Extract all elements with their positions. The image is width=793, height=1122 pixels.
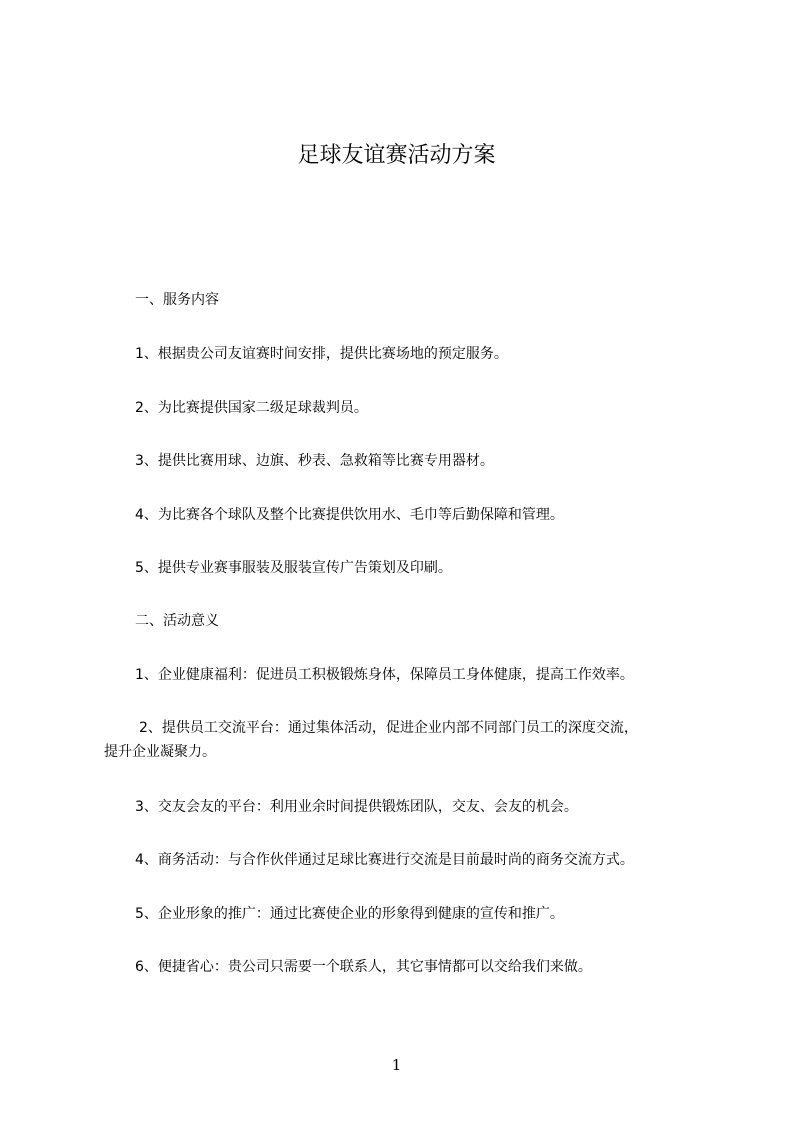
significance-item-6: 6、便捷省心：贵公司只需要一个联系人，其它事情都可以交给我们来做。 (135, 959, 592, 975)
significance-item-4: 4、商务活动：与合作伙伴通过足球比赛进行交流是目前最时尚的商务交流方式。 (135, 852, 634, 868)
service-item-3: 3、提供比赛用球、边旗、秒表、急救箱等比赛专用器材。 (135, 453, 494, 469)
service-item-2: 2、为比赛提供国家二级足球裁判员。 (135, 400, 368, 416)
significance-item-2-line-1: 2、提供员工交流平台：通过集体活动，促进企业内部不同部门员工的深度交流， (139, 720, 638, 736)
significance-item-1: 1、企业健康福利：促进员工积极锻炼身体，保障员工身体健康，提高工作效率。 (135, 667, 634, 683)
significance-item-3: 3、交友会友的平台：利用业余时间提供锻炼团队，交友、会友的机会。 (135, 799, 578, 815)
service-item-5: 5、提供专业赛事服装及服装宣传广告策划及印刷。 (135, 560, 452, 576)
section-heading-significance: 二、活动意义 (135, 613, 219, 629)
service-item-1: 1、根据贵公司友谊赛时间安排，提供比赛场地的预定服务。 (135, 346, 508, 362)
page-number: 1 (391, 1056, 402, 1074)
section-heading-service: 一、服务内容 (135, 292, 219, 308)
document-title: 足球友谊赛活动方案 (297, 143, 496, 168)
service-item-4: 4、为比赛各个球队及整个比赛提供饮用水、毛巾等后勤保障和管理。 (135, 507, 564, 523)
significance-item-5: 5、企业形象的推广：通过比赛使企业的形象得到健康的宣传和推广。 (135, 906, 564, 922)
significance-item-2-line-2: 提升企业凝聚力。 (104, 744, 216, 760)
